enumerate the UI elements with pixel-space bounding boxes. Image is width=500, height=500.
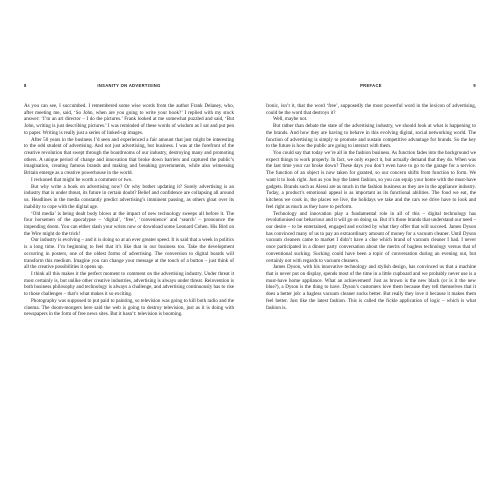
book-spread [24, 82, 476, 430]
right-paragraph: Well, maybe not. [273, 116, 308, 123]
left-page [24, 82, 234, 430]
left-paragraph: I reckoned that might be worth a comment or two. [31, 176, 133, 183]
right-page-body [266, 103, 476, 311]
left-paragraph: After 50 years in the business I’d seen and experienced a fair amount that just might be interesting to the odd student of advertising. And not just advertising, but business. I was at the forefront of the creative revolution that swept through the boardrooms of our industry, destroying many and promoting others. A unique period of change and innovation that broke down barriers and captured the public’s imagination, creating famous brands and making and breaking governments, while also witnessing Britain emerge as a creative powerhouse in the world. [24, 136, 234, 177]
left-paragraph: As you can see, I succumbed. I remembered some wise words from the author Frank Delaney, who, after meeting me, said, ‘So John, when are you going to write your book?’ I replied with my stock answer: ‘I’m an art director – I do the pictures.’ Frank looked at me somewhat puzzled and said, ‘But John, writing is just describing pictures.’ I was reminded of these words of wisdom as I sat and put pen to paper. Writing is really just a series of linked-up images. [24, 103, 234, 136]
left-paragraph: Photography was supposed to put paid to painting, so television was going to kill both radio and the cinema. The doom-mongers here said the web is going to destroy television, just as it is doing with newspapers in the form of free news sites. But it hasn’t: television is booming. [24, 297, 234, 318]
right-paragraph: But rather than debate the state of the advertising industry, we should look at what is happening to the brands. And how they are having to behave in this evolving digital, social networking world. The function of advertising is simply to promote and sustain competitive advantage for brands. So the key to the future is how the public are going to interact with them. [266, 123, 476, 150]
left-running-head [24, 82, 234, 92]
right-running-title: PREFACE [360, 83, 382, 88]
right-paragraph: Ironic, isn’t it, that the word ‘free’, supposedly the most powerful word in the lexicon of advertising, could be the word that destroys it? [266, 103, 476, 116]
left-paragraph: ‘Old media’ is being dealt body blows at the impact of new technology sweeps all before it. The four horsemen of the apocalypse – ‘digital’, ‘free’, ‘convenience’ and ‘search’ – pronounce the impending doom. You can either slash your wrists now or download some Leonard Cohen. His Bird on the Wire might do the trick! [24, 210, 234, 237]
right-paragraph: Technology and innovation play a fundamental role in all of this – digital technology has revolutionised our behaviour and it will go on doing so. But it’s those brands that understand our need – our desire – to be entertained, engaged and excited by what they offer that will succeed. James Dyson has convinced many of us to pay an extraordinary amount of money for a vacuum cleaner. Until Dyson vacuum cleaners came to market I didn’t have a clue which brand of vacuum cleaner I had. I never once participated in a dinner party conversation about the merits of bagless technology versus that of conventional sucking. Sucking could have been a topic of conversation during an evening out, but certainly not with regards to vacuum cleaners. [266, 210, 476, 264]
right-page-number: 9 [473, 83, 476, 88]
right-paragraph: James Dyson, with his innovative technology and stylish design, has convinced us that a machine that is never put on display, spends most of the time in a little cupboard and we probably never use is a must-have home appliance. What an achievement! Just as brown is the new black (or is it the new blue?), a Dyson is the thing to have. Dyson’s customers love them because they tell themselves that it does a better job: a bagless vacuum cleaner sucks better. But really they love it because it makes them feel better. Just like the latest fashion. This is called the fickle application of logic – which is what fashion is. [266, 264, 476, 311]
left-page-body [24, 103, 234, 318]
left-paragraph: Our industry is evolving – and it is doing so at an ever greater speed. It is said that a week in politics is a long time. I’m beginning to feel that it’s like that in our business too. Take the development occurring in posters, one of the oldest forms of advertising. The conversion to digital boards will transform this medium. Imagine you can change your message at the touch of a button – just think of all the creative possibilities it opens up. [24, 237, 234, 271]
gutter [250, 82, 251, 430]
right-paragraph: You could say that today we’re all in the fashion business. As function fades into the background we expect things to work properly. In fact, we only expect it, but actually demand that they do. When was the last time your car broke down? These days you don’t even have to go to the garage for a service. The function of an object is now taken for granted, so our concern shifts from function to form. We want it to look right. Just as you buy the latest fashion, so you can equip your home with the must-have gadgets. Brands such as Alessi are as much in the fashion business as they are in the appliance industry. Today, a product’s emotional appeal is as important as its functional abilities. The food we eat, the kitchens we cook in, the places we live, the holidays we take and the cars we drive have to look and feel right as much as they have to perform. [266, 150, 476, 210]
left-paragraph: But why write a book on advertising now? Or why bother updating it? Surely advertising is an industry that is under threat, its future in certain doubt? Belief and confidence are collapsing all around us. Headlines in the media constantly predict advertising’s imminent passing, as others gloat over its inability to cope with the digital age. [24, 183, 234, 210]
right-running-head [266, 82, 476, 92]
right-page [266, 82, 476, 430]
left-running-title: INSANITY ON ADVERTISING [97, 83, 161, 88]
left-page-number: 8 [24, 83, 27, 88]
left-paragraph: I think all this makes it the perfect moment to comment on the advertising industry. Under threat it most certainly is, but unlike other creative industries, advertising is always under threat. Reinvention is both business philosophy and technology is always a challenge, and advertising continuously has to rise to those challenges – that’s what makes it so exciting. [24, 270, 234, 298]
